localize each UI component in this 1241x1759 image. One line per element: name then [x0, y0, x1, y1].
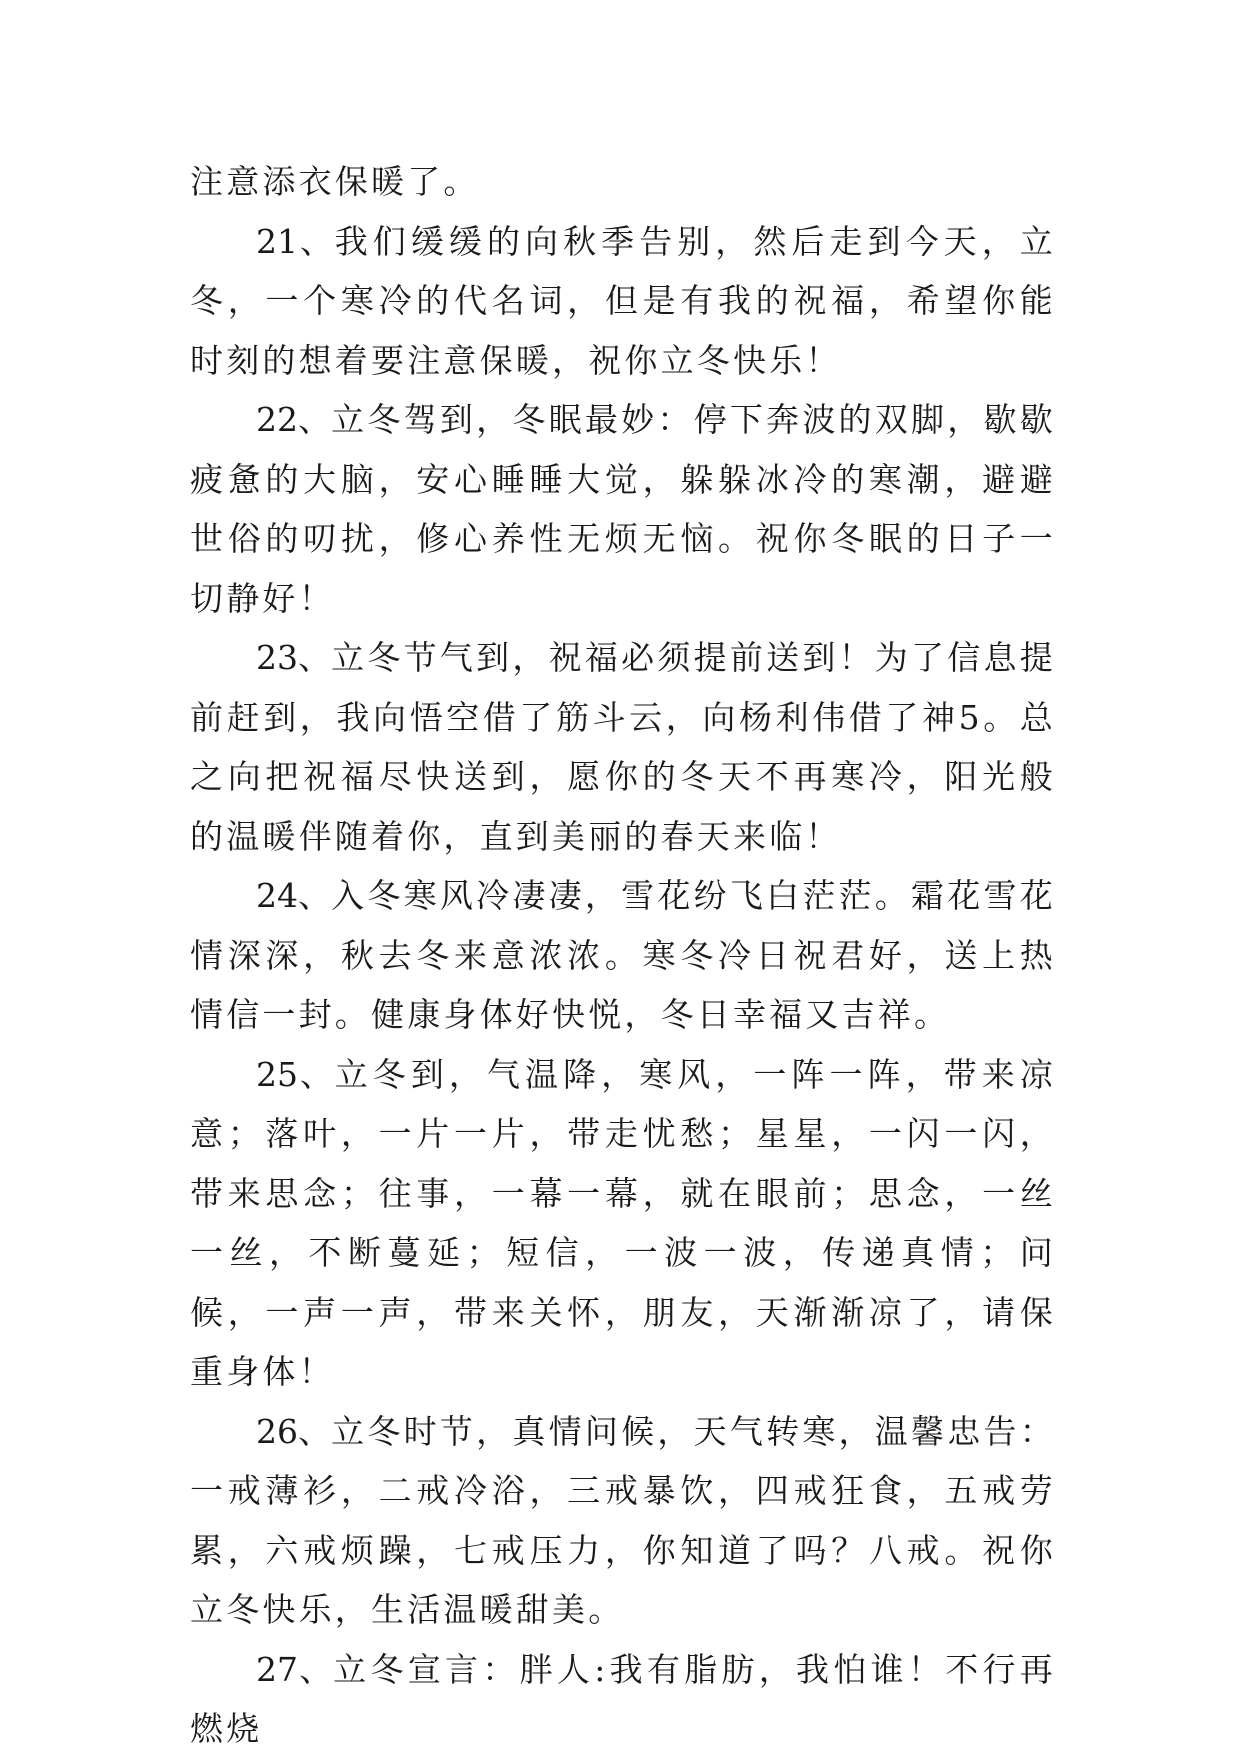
paragraph-number: 23、: [256, 638, 332, 677]
paragraph-number: 22、: [256, 400, 332, 439]
paragraph-text: 立冬节气到，祝福必须提前送到！为了信息提前赶到，我向悟空借了筋斗云，向杨利伟借了神5。总之向把祝福尽快送到，愿你的冬天不再寒冷，阳光般的温暖伴随着你，直到美丽的春天来临！: [190, 638, 1056, 856]
paragraph-number: 26、: [256, 1411, 332, 1451]
paragraph-25: [190, 1045, 1056, 1402]
paragraph-text: 立冬时节，真情问候，天气转寒，温馨忠告：一戒薄衫，二戒冷浴，三戒暴饮，四戒狂食，五戒劳累，六戒烦躁，七戒压力，你知道了吗？八戒。祝你立冬快乐，生活温暖甜美。: [190, 1411, 1056, 1629]
paragraph-number: 25、: [256, 1054, 335, 1094]
paragraph-text: 立冬到，气温降，寒风，一阵一阵，带来凉意；落叶，一片一片，带走忧愁；星星，一闪一闪，带来思念；往事，一幕一幕，就在眼前；思念，一丝一丝，不断蔓延；短信，一波一波，传递真情；问候，一声一声，带来关怀，朋友，天渐渐凉了，请保重身体！: [190, 1054, 1056, 1391]
paragraph-26: [190, 1402, 1056, 1640]
document-body: [190, 152, 1056, 1759]
paragraph-text: 注意添衣保暖了。: [190, 162, 480, 201]
paragraph-continuation: [190, 152, 1056, 212]
paragraph-number: 24、: [256, 876, 332, 915]
paragraph-22: [190, 390, 1056, 628]
paragraph-text: 我们缓缓的向秋季告别，然后走到今天，立冬，一个寒冷的代名词，但是有我的祝福，希望你能时刻的想着要注意保暖，祝你立冬快乐！: [190, 221, 1056, 380]
paragraph-text: 立冬宣言：胖人:我有脂肪，我怕谁！不行再燃烧: [190, 1649, 1056, 1748]
paragraph-21: [190, 212, 1056, 391]
paragraph-27: [190, 1640, 1056, 1759]
paragraph-text: 立冬驾到，冬眠最妙：停下奔波的双脚，歇歇疲惫的大脑，安心睡睡大觉，躲躲冰冷的寒潮，避避世俗的叨扰，修心养性无烦无恼。祝你冬眠的日子一切静好！: [190, 400, 1056, 618]
paragraph-number: 27、: [256, 1649, 334, 1689]
paragraph-number: 21、: [256, 221, 335, 261]
paragraph-23: [190, 628, 1056, 866]
paragraph-24: [190, 866, 1056, 1045]
paragraph-text: 入冬寒风冷凄凄，雪花纷飞白茫茫。霜花雪花情深深，秋去冬来意浓浓。寒冬冷日祝君好，送上热情信一封。健康身体好快悦，冬日幸福又吉祥。: [190, 876, 1056, 1034]
